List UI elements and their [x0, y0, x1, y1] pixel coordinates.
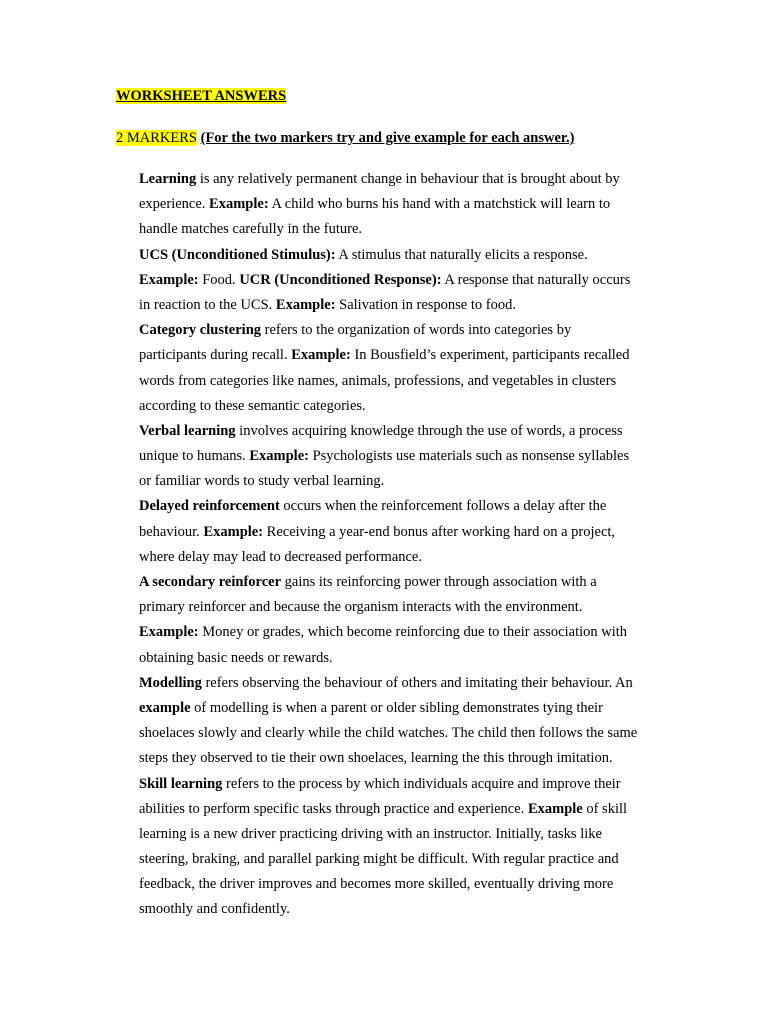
text-line [139, 545, 679, 570]
text-run: Money or grades, which become reinforcing due to their association with [198, 624, 628, 641]
text-run: primary reinforcer and because the organism interacts with the environment. [139, 599, 583, 616]
bold-term: Example: [275, 296, 336, 313]
text-run: is any relatively permanent change in behaviour that is brought about by [196, 171, 620, 187]
text-line [139, 369, 679, 394]
text-run: A child who burns his hand with a matchstick will learn to [268, 196, 611, 213]
bold-term: Skill learning [139, 775, 223, 792]
text-run: gains its reinforcing power through association with a [281, 574, 597, 590]
text-line [139, 520, 679, 545]
text-run: refers to the process by which individuals acquire and improve their [222, 775, 621, 792]
text-run: of modelling is when a parent or older sibling demonstrates tying their [190, 699, 603, 716]
bold-term: Example: [139, 271, 199, 288]
text-run: steering, braking, and parallel parking might be difficult. With regular practice and [139, 851, 619, 868]
bold-term: UCR (Unconditioned Response): [239, 271, 442, 288]
text-line [139, 620, 679, 645]
text-line [139, 772, 679, 797]
text-line [139, 419, 679, 444]
text-run: involves acquiring knowledge through the use of words, a process [235, 422, 623, 439]
text-line [139, 646, 679, 671]
text-run: Psychologists use materials such as nonsense syllables [308, 448, 630, 465]
bold-term: Delayed reinforcement [139, 498, 280, 515]
text-run: abilities to perform specific tasks through practice and experience. [139, 800, 528, 817]
bold-term: Example: [203, 523, 264, 540]
text-line [139, 595, 679, 620]
text-line [139, 394, 679, 419]
text-line [139, 746, 679, 771]
text-run: unique to humans. [139, 448, 250, 465]
bold-term: Example: [209, 196, 269, 213]
text-run: of skill [582, 800, 628, 817]
text-run: learning is a new driver practicing driving with an instructor. Initially, tasks like [139, 825, 602, 842]
text-run: steps they observed to tie their own shoelaces, learning the this through imitation. [139, 750, 613, 767]
text-line [139, 897, 679, 922]
text-run: Receiving a year-end bonus after working hard on a project, [263, 523, 616, 540]
text-run: where delay may lead to decreased performance. [139, 548, 422, 565]
text-run: words from categories like names, animals, professions, and vegetables in clusters [139, 372, 617, 389]
text-line [139, 268, 679, 293]
text-run: handle matches carefully in the future. [139, 221, 363, 238]
text-run: behaviour. [139, 523, 204, 540]
worksheet-title-text: WORKSHEET ANSWERS [116, 88, 287, 104]
text-run: feedback, the driver improves and becomes more skilled, eventually driving more [139, 876, 614, 893]
bold-term: A secondary reinforcer [139, 574, 282, 590]
text-line [139, 192, 679, 217]
text-line [139, 872, 679, 897]
text-run: refers to the organization of words into categories by [261, 322, 572, 339]
text-line [139, 696, 679, 721]
text-run: obtaining basic needs or rewards. [139, 649, 333, 666]
bold-term: Category clustering [139, 322, 262, 339]
text-run: according to these semantic categories. [139, 397, 366, 414]
text-run: Food. [198, 271, 240, 288]
section-label: 2 MARKERS [116, 130, 197, 146]
text-run: Salivation in response to food. [335, 296, 516, 313]
section-note: (For the two markers try and give example for each answer.) [200, 130, 575, 146]
text-line [139, 243, 679, 268]
text-run: shoelaces slowly and clearly while the child watches. The child then follows the same [139, 725, 638, 742]
bold-term: Example: [291, 347, 351, 364]
text-line [139, 318, 679, 343]
bold-term: example [139, 699, 191, 716]
text-run: or familiar words to study verbal learning. [139, 473, 385, 490]
text-line [139, 671, 679, 696]
text-line [139, 847, 679, 872]
section-heading [116, 129, 574, 147]
text-run: refers observing the behaviour of others and imitating their behaviour. An [201, 674, 633, 691]
bold-term: Example [527, 800, 583, 817]
bold-term: Learning [139, 171, 197, 187]
bold-term: UCS (Unconditioned Stimulus): [139, 246, 336, 263]
text-run: in reaction to the UCS. [139, 296, 276, 313]
text-line [139, 444, 679, 469]
text-line [139, 570, 679, 595]
bold-term: Example: [139, 624, 199, 641]
text-line [139, 494, 679, 519]
text-line [139, 343, 679, 368]
bold-term: Verbal learning [139, 422, 236, 439]
text-run: smoothly and confidently. [139, 901, 290, 918]
text-line [139, 721, 679, 746]
worksheet-title [116, 87, 286, 105]
text-line [139, 822, 679, 847]
bold-term: Modelling [139, 674, 202, 691]
text-run: experience. [139, 196, 210, 213]
text-run: A stimulus that naturally elicits a response. [335, 246, 588, 263]
text-line [139, 797, 679, 822]
answer-body [139, 167, 679, 923]
text-line [139, 217, 679, 242]
text-run: participants during recall. [139, 347, 292, 364]
text-line [139, 469, 679, 494]
text-run: occurs when the reinforcement follows a delay after the [279, 498, 607, 515]
text-run: A response that naturally occurs [441, 271, 631, 288]
bold-term: Example: [249, 448, 309, 465]
text-line [139, 293, 679, 318]
text-run: In Bousfield’s experiment, participants recalled [350, 347, 630, 364]
text-line [139, 167, 679, 192]
